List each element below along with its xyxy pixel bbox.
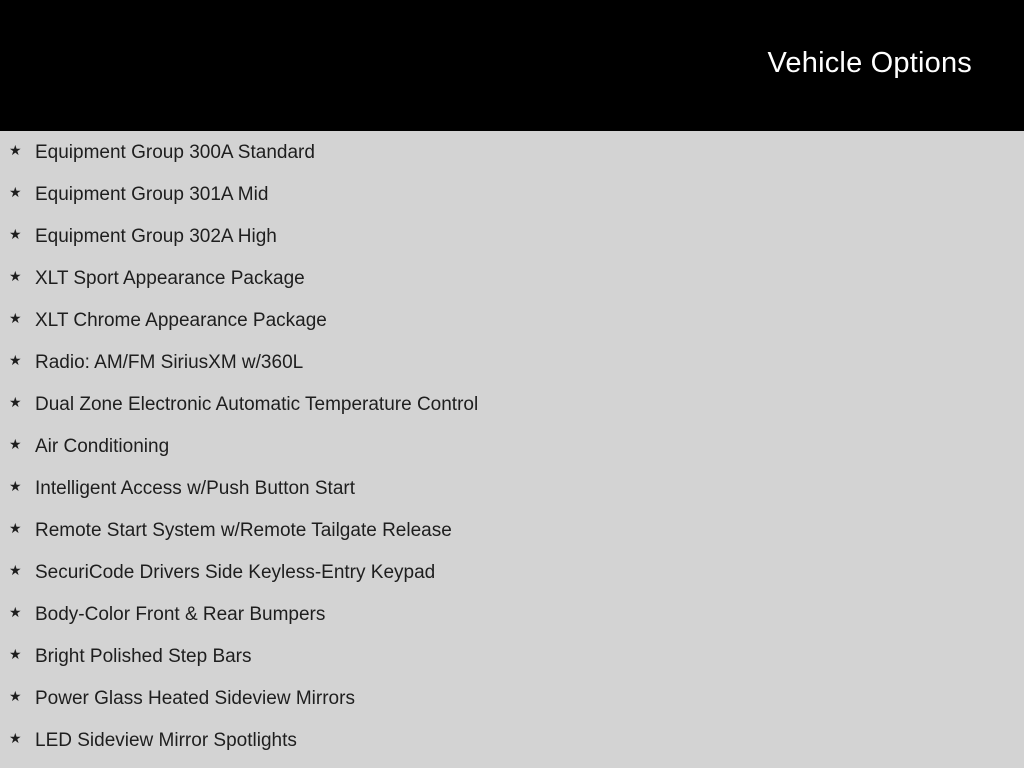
option-label: Equipment Group 301A Mid [35, 184, 269, 205]
list-item [0, 300, 1024, 342]
list-item [0, 720, 1024, 762]
list-item [0, 552, 1024, 594]
list-item [0, 342, 1024, 384]
list-item [0, 216, 1024, 258]
star-icon: ★ [9, 142, 22, 158]
star-icon: ★ [9, 730, 22, 746]
list-item [0, 468, 1024, 510]
list-item [0, 678, 1024, 720]
star-icon: ★ [9, 352, 22, 368]
list-item [0, 132, 1024, 174]
option-label: Dual Zone Electronic Automatic Temperature Control [35, 394, 479, 415]
option-label: XLT Chrome Appearance Package [35, 310, 327, 331]
option-label: Remote Start System w/Remote Tailgate Release [35, 520, 452, 541]
star-icon: ★ [9, 268, 22, 284]
star-icon: ★ [9, 604, 22, 620]
list-item [0, 258, 1024, 300]
page-title: Vehicle Options [767, 47, 972, 79]
option-label: SecuriCode Drivers Side Keyless-Entry Keypad [35, 562, 436, 583]
list-item [0, 594, 1024, 636]
list-item [0, 426, 1024, 468]
option-label: Power Glass Heated Sideview Mirrors [35, 688, 355, 709]
star-icon: ★ [9, 646, 22, 662]
option-label: XLT Sport Appearance Package [35, 268, 305, 289]
star-icon: ★ [9, 520, 22, 536]
option-label: Radio: AM/FM SiriusXM w/360L [35, 352, 304, 373]
star-icon: ★ [9, 310, 22, 326]
option-label: Bright Polished Step Bars [35, 646, 252, 667]
list-item [0, 636, 1024, 678]
option-label: LED Sideview Mirror Spotlights [35, 730, 297, 751]
option-label: Equipment Group 300A Standard [35, 142, 315, 163]
option-label: Body-Color Front & Rear Bumpers [35, 604, 326, 625]
star-icon: ★ [9, 478, 22, 494]
option-label: Equipment Group 302A High [35, 226, 277, 247]
option-label: Intelligent Access w/Push Button Start [35, 478, 356, 499]
option-label: Air Conditioning [35, 436, 170, 457]
star-icon: ★ [9, 688, 22, 704]
star-icon: ★ [9, 184, 22, 200]
star-icon: ★ [9, 394, 22, 410]
star-icon: ★ [9, 436, 22, 452]
list-item [0, 510, 1024, 552]
star-icon: ★ [9, 226, 22, 242]
star-icon: ★ [9, 562, 22, 578]
list-item [0, 174, 1024, 216]
list-item [0, 384, 1024, 426]
